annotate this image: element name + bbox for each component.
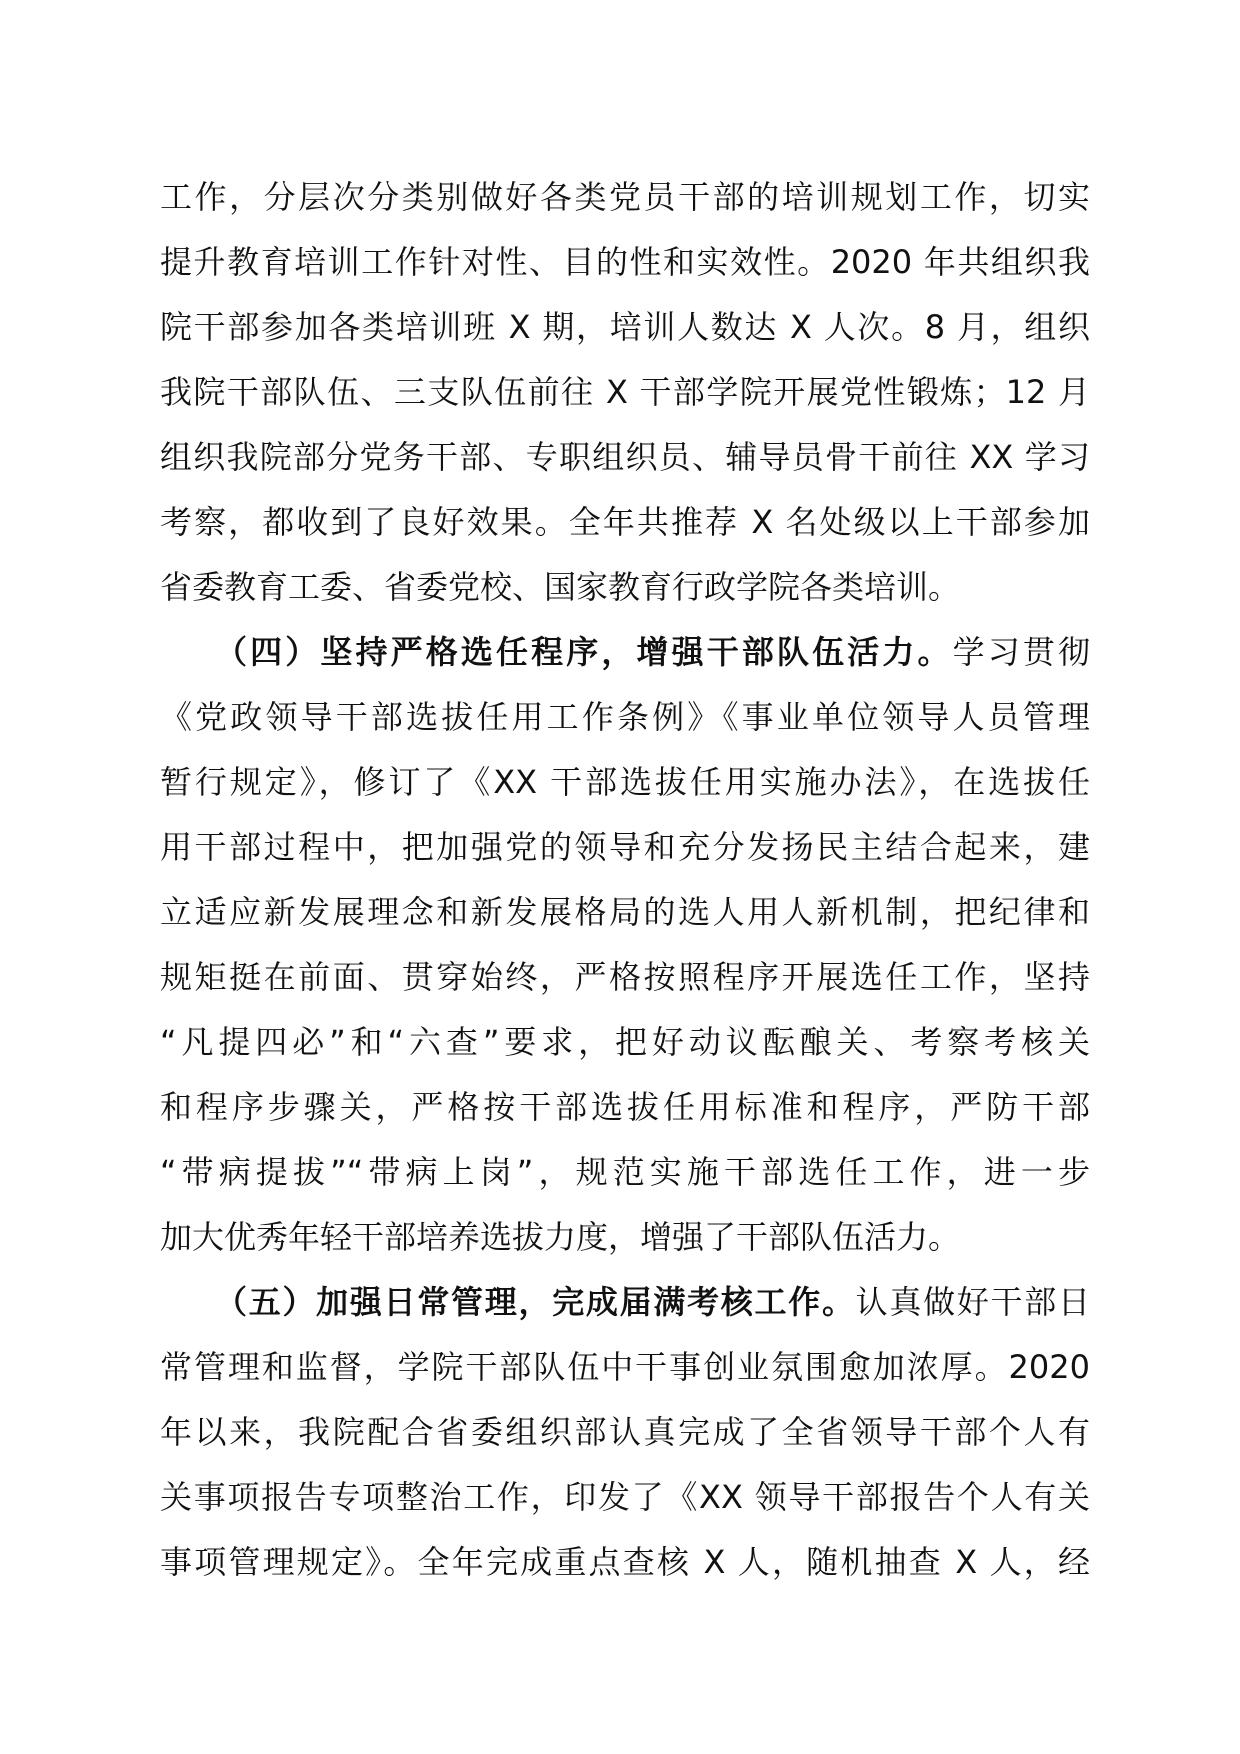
- section-heading: （四）坚持严格选任程序，增强干部队伍活力。: [215, 633, 953, 671]
- text-line: 提升教育培训工作针对性、目的性和实效性。2020 年共组织我: [160, 243, 1090, 281]
- text-line: 用干部过程中，把加强党的领导和充分发扬民主结合起来，建: [160, 828, 1090, 866]
- text-line: 组织我院部分党务干部、专职组织员、辅导员骨干前往 XX 学习: [160, 438, 1090, 476]
- text-line: [160, 620, 1090, 685]
- text-line: 立适应新发展理念和新发展格局的选人用人新机制，把纪律和: [160, 893, 1090, 931]
- text-line: 规矩挺在前面、贯穿始终，严格按照程序开展选任工作，坚持: [160, 958, 1090, 996]
- section-heading: （五）加强日常管理，完成届满考核工作。: [215, 1283, 856, 1321]
- paragraph-daily-management: [160, 1270, 1090, 1595]
- paragraph-selection: [160, 620, 1090, 1270]
- document-page: [160, 165, 1090, 1595]
- text-line: 考察，都收到了良好效果。全年共推荐 X 名处级以上干部参加: [160, 503, 1090, 541]
- text-line: “带病提拔”“带病上岗”，规范实施干部选任工作，进一步: [160, 1153, 1090, 1191]
- text-line: 加大优秀年轻干部培养选拔力度，增强了干部队伍活力。: [160, 1218, 961, 1256]
- text-line: 省委教育工委、省委党校、国家教育行政学院各类培训。: [160, 568, 961, 606]
- heading-continuation: 学习贯彻: [952, 633, 1090, 671]
- text-line: 事项管理规定》。全年完成重点查核 X 人，随机抽查 X 人，经: [160, 1543, 1090, 1581]
- text-line: 和程序步骤关，严格按干部选拔任用标准和程序，严防干部: [160, 1088, 1090, 1126]
- text-line: [160, 1270, 1090, 1335]
- text-line: “凡提四必”和“六查”要求，把好动议酝酿关、考察考核关: [160, 1023, 1090, 1061]
- text-line: 我院干部队伍、三支队伍前往 X 干部学院开展党性锻炼；12 月: [160, 373, 1090, 411]
- text-line: 《党政领导干部选拔任用工作条例》《事业单位领导人员管理: [160, 698, 1090, 736]
- heading-continuation: 认真做好干部日: [855, 1283, 1090, 1321]
- text-line: 工作，分层次分类别做好各类党员干部的培训规划工作，切实: [160, 178, 1090, 216]
- paragraph-training: [160, 165, 1090, 620]
- text-line: 常管理和监督，学院干部队伍中干事创业氛围愈加浓厚。2020: [160, 1348, 1090, 1386]
- text-line: 院干部参加各类培训班 X 期，培训人数达 X 人次。8 月，组织: [160, 308, 1090, 346]
- text-line: 年以来，我院配合省委组织部认真完成了全省领导干部个人有: [160, 1413, 1090, 1451]
- text-line: 暂行规定》，修订了《XX 干部选拔任用实施办法》，在选拔任: [160, 763, 1090, 801]
- text-line: 关事项报告专项整治工作，印发了《XX 领导干部报告个人有关: [160, 1478, 1090, 1516]
